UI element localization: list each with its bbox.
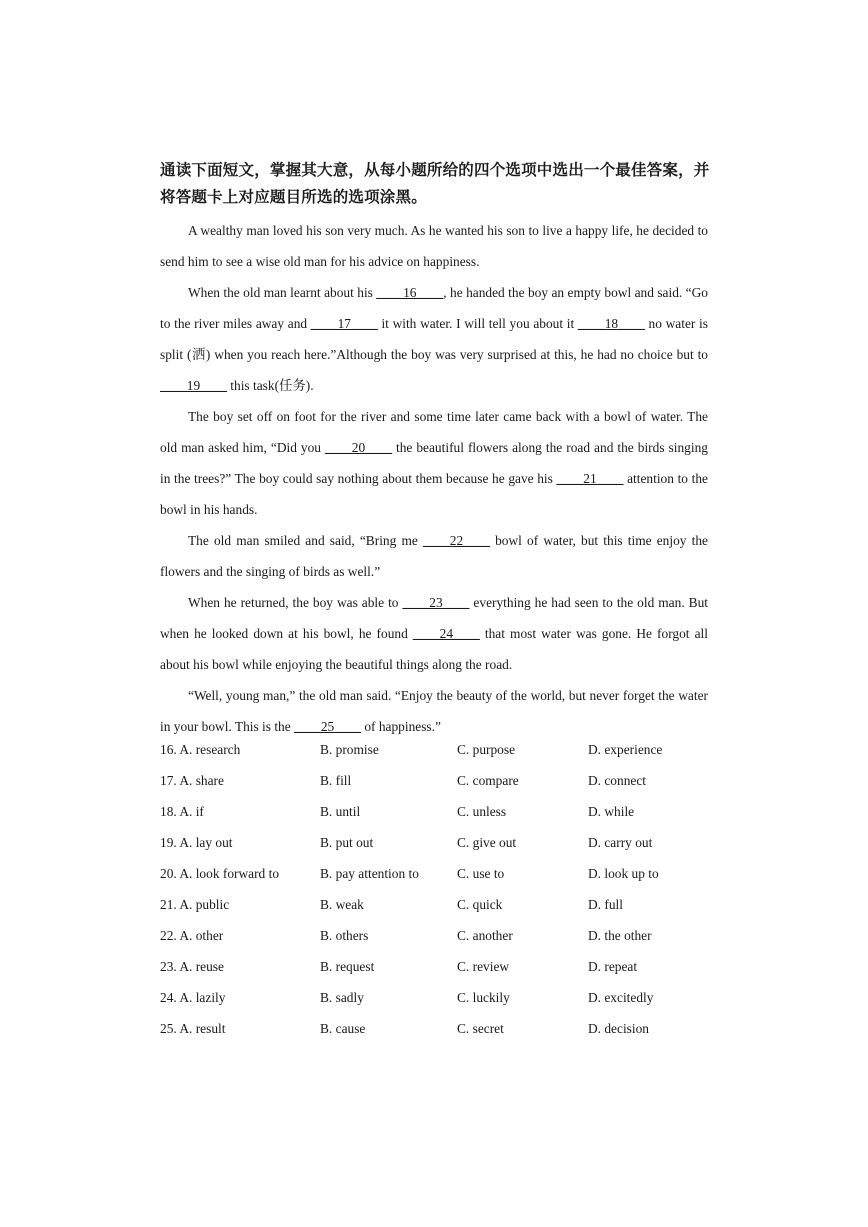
text: this task(任务). — [226, 378, 314, 393]
option-d: D. decision — [588, 1021, 649, 1036]
paragraph-5 — [160, 587, 708, 680]
option-a: 22. A. other — [160, 928, 224, 943]
question-16-options — [160, 742, 720, 773]
option-c: C. quick — [457, 897, 503, 912]
option-b: B. cause — [320, 1021, 366, 1036]
paragraph-2 — [160, 277, 708, 401]
option-a: 23. A. reuse — [160, 959, 224, 974]
option-d: D. carry out — [588, 835, 653, 850]
blank-23: ____23____ — [402, 595, 470, 610]
text: everything he had seen to the old man. But when he looked down at his bowl, he found — [160, 595, 709, 641]
option-c: C. another — [457, 928, 513, 943]
passage — [160, 215, 708, 742]
option-d: D. experience — [588, 742, 663, 757]
question-24-options — [160, 990, 720, 1021]
blank-24: ____24____ — [412, 626, 480, 641]
option-d: D. connect — [588, 773, 647, 788]
option-a: 21. A. public — [160, 897, 230, 912]
option-c: C. luckily — [457, 990, 510, 1005]
blank-17: ____17____ — [310, 316, 378, 331]
question-22-options — [160, 928, 720, 959]
option-d: D. the other — [588, 928, 652, 943]
paragraph-1: A wealthy man loved his son very much. As he wanted his son to live a happy life, he decided to send him to see a wise old man for his advice on happiness. — [160, 223, 708, 269]
option-b: B. until — [320, 804, 361, 819]
option-a: 24. A. lazily — [160, 990, 226, 1005]
option-b: B. fill — [320, 773, 352, 788]
text: When the old man learnt about his — [188, 285, 377, 300]
option-a: 20. A. look forward to — [160, 866, 280, 881]
option-c: C. use to — [457, 866, 505, 881]
question-17-options — [160, 773, 720, 804]
text: “Well, young man,” the old man said. “Enjoy the beauty of the world, but never forget the water in your bowl. This is the — [160, 688, 708, 734]
text: The old man smiled and said, “Bring me — [188, 533, 423, 548]
option-d: D. excitedly — [588, 990, 654, 1005]
option-b: B. sadly — [320, 990, 364, 1005]
blank-21: ____21____ — [556, 471, 624, 486]
question-20-options — [160, 866, 720, 897]
option-d: D. repeat — [588, 959, 638, 974]
question-21-options — [160, 897, 720, 928]
option-b: B. weak — [320, 897, 364, 912]
blank-22: ____22____ — [422, 533, 490, 548]
blank-25: ____25____ — [294, 719, 361, 734]
question-25-options — [160, 1021, 720, 1052]
option-a: 19. A. lay out — [160, 835, 233, 850]
option-c: C. unless — [457, 804, 507, 819]
paragraph-3 — [160, 401, 708, 525]
option-b: B. others — [320, 928, 369, 943]
option-c: C. review — [457, 959, 510, 974]
option-b: B. pay attention to — [320, 866, 419, 881]
option-c: C. secret — [457, 1021, 504, 1036]
option-a: 25. A. result — [160, 1021, 226, 1036]
option-c: C. give out — [457, 835, 517, 850]
text: When he returned, the boy was able to — [188, 595, 403, 610]
option-a: 18. A. if — [160, 804, 204, 819]
option-b: B. promise — [320, 742, 379, 757]
text: The boy set off on foot for the river and some time later came back with a bowl of water. The old man asked him, “Did you — [160, 409, 708, 455]
text: , he handed the boy an empty bowl and said. “Go to the river miles away and — [160, 285, 708, 331]
answer-options — [160, 742, 720, 1052]
option-c: C. purpose — [457, 742, 516, 757]
question-18-options — [160, 804, 720, 835]
paragraph-4 — [160, 525, 708, 587]
option-a: 16. A. research — [160, 742, 241, 757]
question-23-options — [160, 959, 720, 990]
text: bowl of water, but this time enjoy the flowers and the singing of birds as well.” — [160, 533, 708, 579]
text: the beautiful flowers along the road and the birds singing in the trees?” The boy could say nothing about them because he gave his — [160, 440, 708, 486]
option-d: D. while — [588, 804, 635, 819]
text: of happiness.” — [360, 719, 441, 734]
option-d: D. full — [588, 897, 623, 912]
option-b: B. put out — [320, 835, 374, 850]
paragraph-6 — [160, 680, 708, 742]
blank-20: ____20____ — [325, 440, 392, 455]
option-b: B. request — [320, 959, 375, 974]
option-d: D. look up to — [588, 866, 659, 881]
blank-19: ____19____ — [160, 378, 227, 393]
option-c: C. compare — [457, 773, 519, 788]
text: no water is split (洒) when you reach here.”Although the boy was very surprised at this, he had no choice but to — [160, 316, 708, 362]
text: that most water was gone. He forgot all about his bowl while enjoying the beautiful things along the road. — [160, 626, 708, 672]
text: attention to the bowl in his hands. — [160, 471, 708, 517]
text: it with water. I will tell you about it — [377, 316, 578, 331]
blank-16: ____16____ — [376, 285, 444, 300]
instructions: 通读下面短文，掌握其大意，从每小题所给的四个选项中选出一个最佳答案，并将答题卡上对应题目所选的选项涂黑。 — [160, 161, 710, 206]
blank-18: ____18____ — [577, 316, 645, 331]
option-a: 17. A. share — [160, 773, 224, 788]
question-19-options — [160, 835, 720, 866]
